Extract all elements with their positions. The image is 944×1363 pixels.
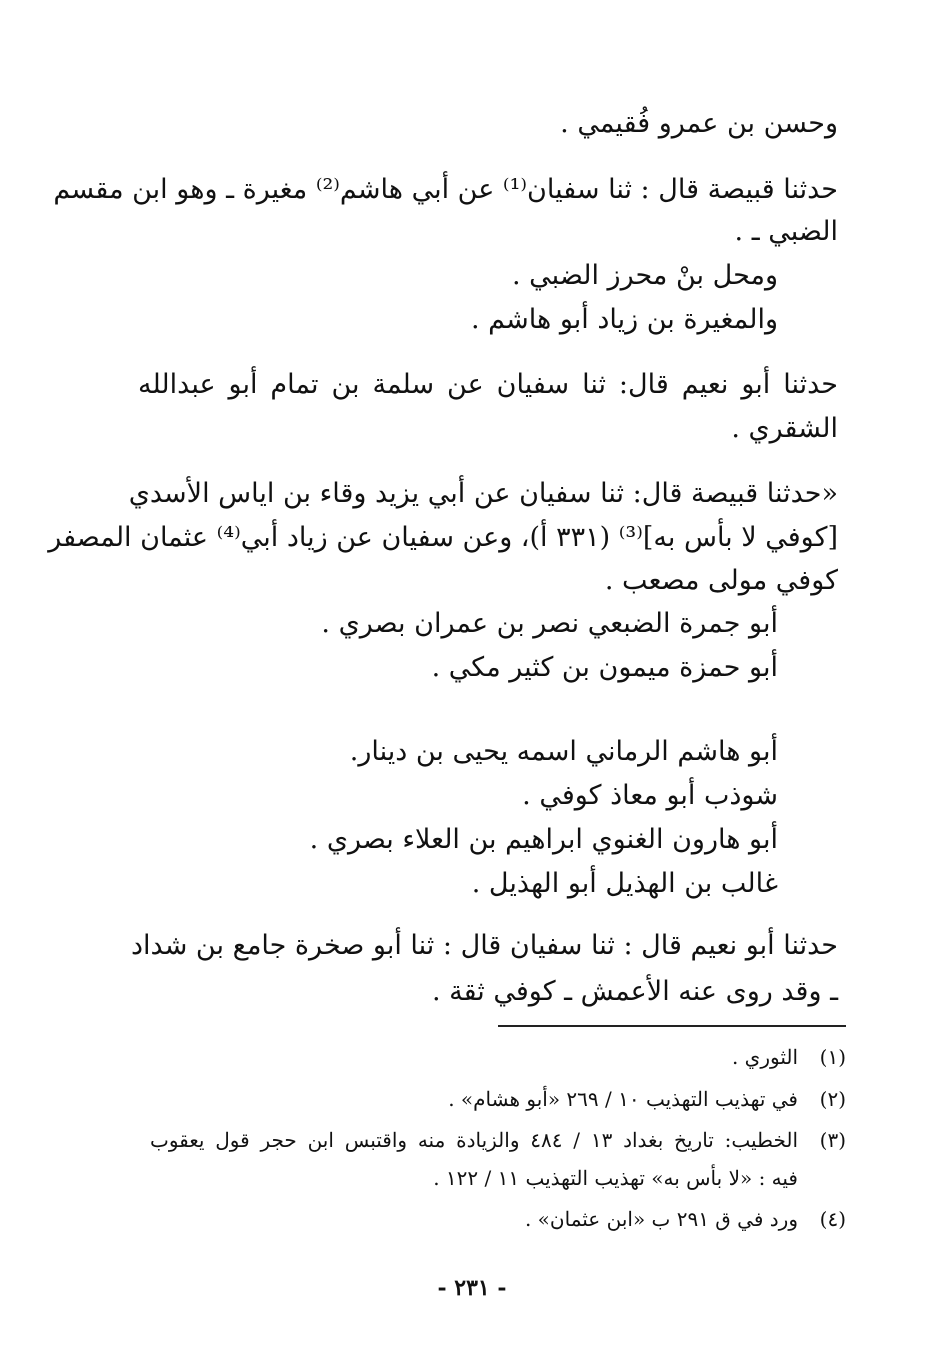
body-line-13: أبو هاشم الرماني اسمه يحيى بن دينار. [349, 736, 778, 767]
body-line-17: حدثنا أبو نعيم قال : ثنا سفيان قال : ثنا أبو صخرة جامع بن شداد [131, 930, 838, 961]
body-line-6: حدثنا أبو نعيم قال: ثنا سفيان عن سلمة بن تمام أبو عبدالله [138, 369, 838, 400]
footnote-3-text: الخطيب: تاريخ بغداد ١٣ / ٤٨٤ والزيادة منه واقتبس ابن حجر قول يعقوب [150, 1128, 799, 1152]
footnote-separator [498, 1025, 846, 1027]
body-line-16: غالب بن الهذيل أبو الهذيل . [471, 868, 778, 899]
footnote-1-text: الثوري . [731, 1045, 798, 1069]
footnote-2-text: في تهذيب التهذيب ١٠ / ٢٦٩ «أبو هشام» . [448, 1087, 798, 1111]
footnote-2-number: (٢) [819, 1087, 846, 1111]
body-line-9: [كوفي لا بأس به]⁽³⁾ (٣٣١ أ)، وعن سفيان عن زياد أبي⁽⁴⁾ عثمان المصفر [48, 522, 838, 553]
footnote-4-text: ورد في ق ٢٩١ ب «ابن عثمان» . [524, 1207, 798, 1231]
body-line-7: الشقري . [731, 413, 838, 444]
body-line-8: «حدثنا قبيصة قال: ثنا سفيان عن أبي يزيد وقاء بن اياس الأسدي [128, 478, 838, 509]
body-line-12: أبو حمزة ميمون بن كثير مكي . [431, 652, 778, 683]
body-line-5: والمغيرة بن زياد أبو هاشم . [471, 304, 778, 335]
footnote-4-number: (٤) [819, 1207, 846, 1231]
body-line-15: أبو هارون الغنوي ابراهيم بن العلاء بصري . [309, 824, 778, 855]
body-line-3: الضبي ـ . [734, 216, 838, 247]
body-line-11: أبو جمرة الضبعي نصر بن عمران بصري . [321, 608, 778, 639]
body-line-18: ـ وقد روى عنه الأعمش ـ كوفي ثقة . [431, 976, 838, 1007]
body-line-14: شوذب أبو معاذ كوفي . [522, 780, 778, 811]
body-line-1: وحسن بن عمرو فُقيمي . [560, 108, 838, 139]
footnote-1-number: (١) [819, 1045, 846, 1069]
footnote-3-continuation: فيه : «لا بأس به» تهذيب التهذيب ١١ / ١٢٢ . [433, 1166, 798, 1190]
footnote-3-number: (٣) [819, 1128, 846, 1152]
body-line-10: كوفي مولى مصعب . [604, 565, 838, 596]
body-line-4: ومحل بنْ محرز الضبي . [512, 260, 778, 291]
page-number: - ٢٣١ - [437, 1275, 507, 1301]
body-line-2: حدثنا قبيصة قال : ثنا سفيان⁽¹⁾ عن أبي هاشم⁽²⁾ مغيرة ـ وهو ابن مقسم [53, 174, 838, 205]
